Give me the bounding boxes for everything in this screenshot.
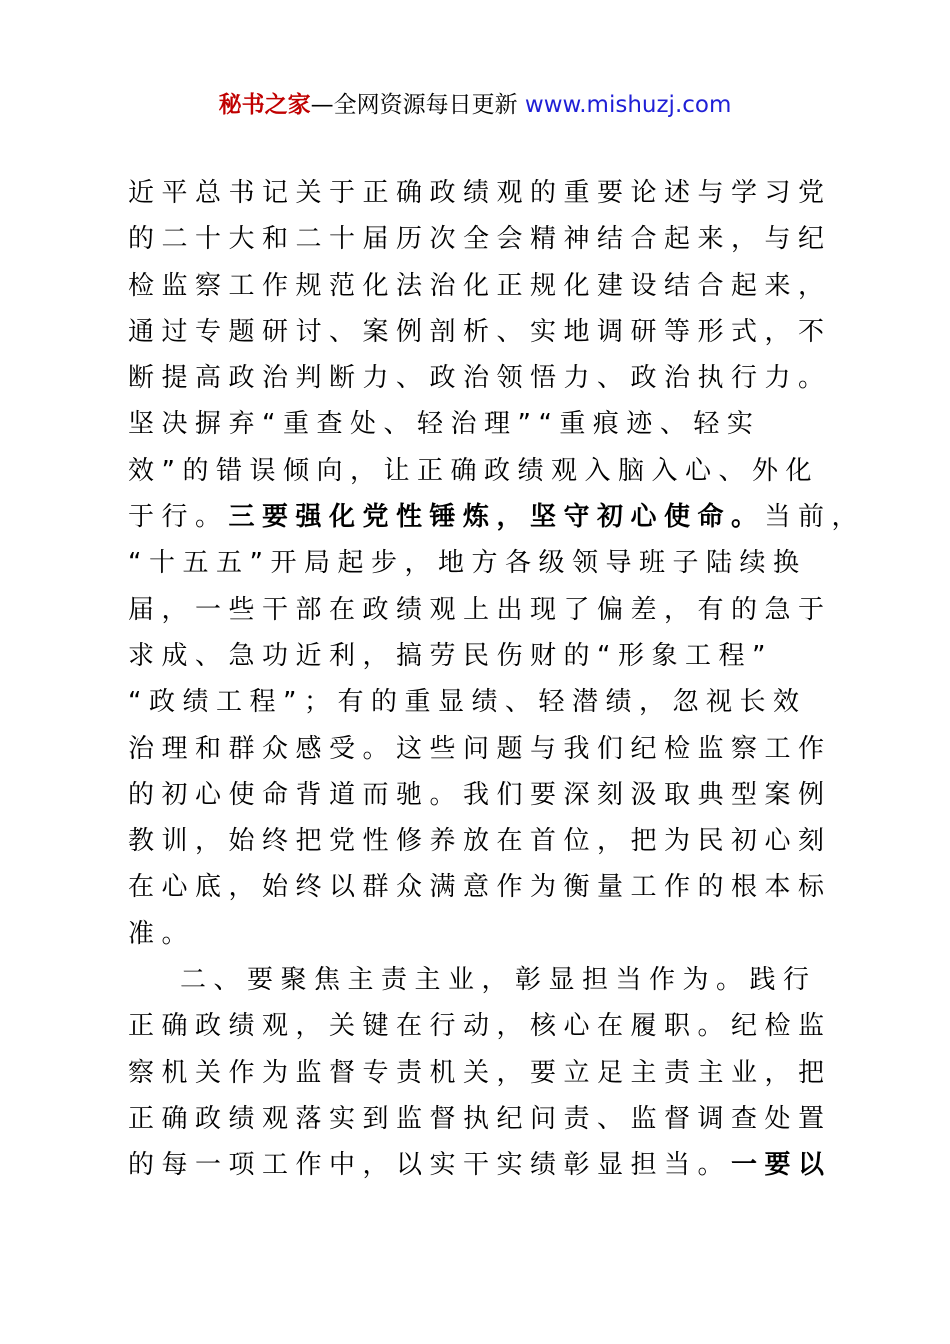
text-line: 正确政绩观，关键在行动，核心在履职。纪检监 <box>128 1011 832 1042</box>
text-run: 当前， <box>764 502 866 533</box>
document-body <box>128 170 866 1189</box>
text-run: 的每一项工作中，以实干实绩彰显担当。 <box>128 1150 732 1181</box>
text-line: 通过专题研讨、案例剖析、实地调研等形式，不 <box>128 316 832 347</box>
page-header <box>0 88 950 122</box>
text-line: 的初心使命背道而驰。我们要深刻汲取典型案例 <box>128 779 832 810</box>
text-line: “十五五”开局起步，地方各级领导班子陆续换 <box>128 548 807 579</box>
text-line: 近平总书记关于正确政绩观的重要论述与学习党 <box>128 178 832 208</box>
text-line <box>128 1142 832 1188</box>
header-tagline: —全网资源每日更新 <box>310 92 518 118</box>
text-line: 求成、急功近利，搞劳民伤财的“形象工程” <box>128 640 773 671</box>
text-line: 届，一些干部在政绩观上出现了偏差，有的急于 <box>128 594 832 625</box>
text-line: 检监察工作规范化法治化正规化建设结合起来， <box>128 270 832 301</box>
text-line: 正确政绩观落实到监督执纪问责、监督调查处置 <box>128 1103 832 1134</box>
text-line: 的二十大和二十届历次全会精神结合起来，与纪 <box>128 224 832 255</box>
bold-heading-run: 三要强化党性锤炼，坚守初心使命。 <box>228 502 765 533</box>
bold-heading-run: 一要以 <box>731 1150 832 1181</box>
section-heading-line: 二、要聚焦主责主业，彰显担当作为。践行 <box>180 965 817 996</box>
text-line: 教训，始终把党性修养放在首位，把为民初心刻 <box>128 826 832 857</box>
text-line: 治理和群众感受。这些问题与我们纪检监察工作 <box>128 733 832 764</box>
brand-name: 秘书之家 <box>218 92 311 118</box>
site-link[interactable]: www.mishuzj.com <box>524 92 732 118</box>
text-line: “政绩工程”；有的重显绩、轻潜绩，忽视长效 <box>128 687 807 718</box>
text-line: 断提高政治判断力、政治领悟力、政治执行力。 <box>128 363 832 394</box>
text-run: 于行。 <box>128 502 229 533</box>
text-line <box>128 494 866 540</box>
text-line: 效”的错误倾向，让正确政绩观入脑入心、外化 <box>128 455 819 486</box>
text-line: 坚决摒弃“重查处、轻治理”“重痕迹、轻实 <box>128 409 761 440</box>
text-line: 察机关作为监督专责机关，要立足主责主业，把 <box>128 1057 832 1088</box>
text-line: 准。 <box>128 918 196 949</box>
text-line: 在心底，始终以群众满意作为衡量工作的根本标 <box>128 872 832 903</box>
